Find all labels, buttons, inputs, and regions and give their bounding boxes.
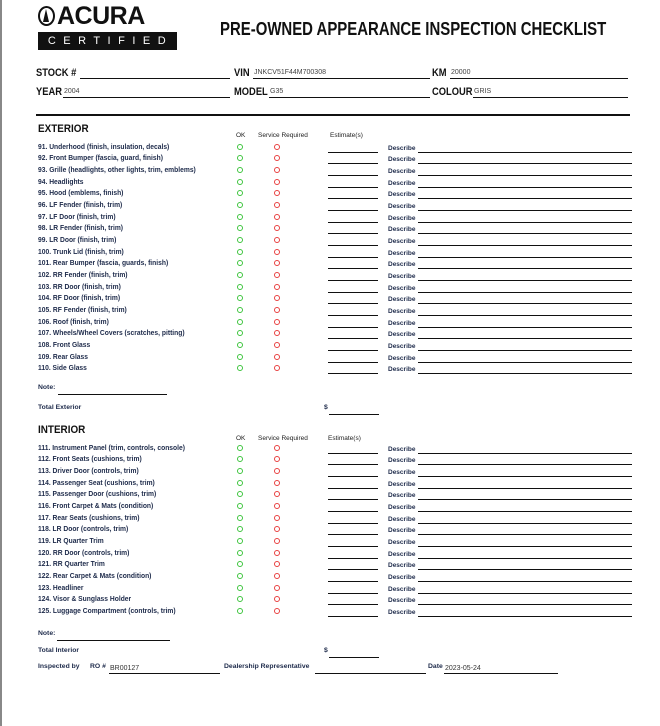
describe-label: Describe (388, 573, 416, 581)
exterior-heading: EXTERIOR (38, 123, 89, 135)
col-ok: OK (236, 132, 246, 139)
item-label: 103. RR Door (finish, trim) (38, 281, 121, 291)
service-required-radio[interactable] (274, 342, 280, 348)
date-value[interactable]: 2023-05-24 (445, 665, 481, 672)
estimate-field[interactable] (328, 163, 378, 164)
total-interior-label: Total Interior (38, 647, 80, 654)
describe-field[interactable] (418, 257, 632, 258)
estimate-field[interactable] (328, 546, 378, 547)
describe-field[interactable] (418, 558, 632, 559)
describe-field[interactable] (418, 499, 632, 500)
describe-field[interactable] (418, 222, 632, 223)
estimate-field[interactable] (328, 476, 378, 477)
describe-field[interactable] (418, 233, 632, 234)
service-required-radio[interactable] (274, 515, 280, 521)
ok-radio[interactable] (237, 573, 243, 579)
describe-field[interactable] (418, 616, 632, 617)
km-value[interactable]: 20000 (451, 69, 471, 76)
describe-field[interactable] (418, 245, 632, 246)
ok-radio[interactable] (237, 260, 243, 266)
year-value[interactable]: 2004 (64, 88, 80, 95)
describe-label: Describe (388, 261, 416, 269)
item-label: 99. LR Door (finish, trim) (38, 234, 117, 244)
total-interior-field[interactable] (329, 657, 379, 658)
service-required-radio[interactable] (274, 155, 280, 161)
describe-field[interactable] (418, 338, 632, 339)
estimate-field[interactable] (328, 373, 378, 374)
interior-currency: $ (324, 647, 328, 654)
estimate-field[interactable] (328, 534, 378, 535)
ok-radio[interactable] (237, 237, 243, 243)
model-value[interactable]: G35 (270, 88, 284, 95)
describe-label: Describe (388, 226, 416, 234)
service-required-radio[interactable] (274, 468, 280, 474)
estimate-field[interactable] (328, 292, 378, 293)
ro-underline (109, 673, 220, 674)
describe-label: Describe (388, 515, 416, 523)
service-required-radio[interactable] (274, 190, 280, 196)
total-exterior-field[interactable] (329, 414, 379, 415)
describe-label: Describe (388, 284, 416, 292)
estimate-field[interactable] (328, 233, 378, 234)
estimate-field[interactable] (328, 198, 378, 199)
estimate-field[interactable] (328, 257, 378, 258)
item-label: 123. Headliner (38, 582, 84, 592)
service-required-radio[interactable] (274, 260, 280, 266)
service-required-radio[interactable] (274, 237, 280, 243)
km-label: KM (432, 67, 447, 79)
service-required-radio[interactable] (274, 596, 280, 602)
describe-field[interactable] (418, 604, 632, 605)
service-required-radio[interactable] (274, 480, 280, 486)
item-label: 108. Front Glass (38, 340, 91, 350)
describe-label: Describe (388, 214, 416, 222)
estimate-field[interactable] (328, 362, 378, 363)
service-required-radio[interactable] (274, 249, 280, 255)
describe-field[interactable] (418, 362, 632, 363)
col-estimate: Estimate(s) (328, 435, 361, 442)
item-label: 110. Side Glass (38, 363, 87, 373)
service-required-radio[interactable] (274, 573, 280, 579)
service-required-radio[interactable] (274, 307, 280, 313)
ok-radio[interactable] (237, 515, 243, 521)
ok-radio[interactable] (237, 214, 243, 220)
service-required-radio[interactable] (274, 202, 280, 208)
interior-note-label: Note: (38, 630, 56, 637)
describe-label: Describe (388, 527, 416, 535)
describe-label: Describe (388, 202, 416, 210)
ok-radio[interactable] (237, 456, 243, 462)
ok-radio[interactable] (237, 330, 243, 336)
model-label: MODEL (234, 86, 268, 98)
ok-radio[interactable] (237, 284, 243, 290)
estimate-field[interactable] (328, 581, 378, 582)
estimate-field[interactable] (328, 604, 378, 605)
estimate-field[interactable] (328, 499, 378, 500)
service-required-radio[interactable] (274, 608, 280, 614)
estimate-field[interactable] (328, 187, 378, 188)
ok-radio[interactable] (237, 155, 243, 161)
describe-field[interactable] (418, 569, 632, 570)
item-label: 120. RR Door (controls, trim) (38, 547, 130, 557)
ok-radio[interactable] (237, 167, 243, 173)
item-label: 121. RR Quarter Trim (38, 559, 105, 569)
page-title: PRE-OWNED APPEARANCE INSPECTION CHECKLIST (220, 19, 607, 39)
service-required-radio[interactable] (274, 144, 280, 150)
certified-banner: CERTIFIED (38, 32, 177, 50)
ok-radio[interactable] (237, 179, 243, 185)
col-service: Service Required (258, 132, 308, 139)
interior-note-field[interactable] (57, 640, 170, 641)
col-estimate: Estimate(s) (330, 132, 363, 139)
ok-radio[interactable] (237, 550, 243, 556)
item-label: 106. Roof (finish, trim) (38, 316, 109, 326)
ok-radio[interactable] (237, 538, 243, 544)
service-required-radio[interactable] (274, 585, 280, 591)
exterior-note-label: Note: (38, 384, 56, 391)
ro-label: RO # (90, 663, 106, 670)
divider (36, 114, 630, 116)
item-label: 96. LF Fender (finish, trim) (38, 199, 123, 209)
ok-radio[interactable] (237, 354, 243, 360)
service-required-radio[interactable] (274, 214, 280, 220)
model-underline (269, 97, 430, 98)
ok-radio[interactable] (237, 561, 243, 567)
describe-field[interactable] (418, 198, 632, 199)
item-label: 91. Underhood (finish, insulation, decals) (38, 141, 170, 151)
estimate-field[interactable] (328, 315, 378, 316)
item-label: 94. Headlights (38, 176, 84, 186)
describe-field[interactable] (418, 464, 632, 465)
describe-field[interactable] (418, 593, 632, 594)
ok-radio[interactable] (237, 491, 243, 497)
ok-radio[interactable] (237, 445, 243, 451)
service-required-radio[interactable] (274, 179, 280, 185)
estimate-field[interactable] (328, 511, 378, 512)
service-required-radio[interactable] (274, 319, 280, 325)
colour-underline (473, 97, 628, 98)
ok-radio[interactable] (237, 249, 243, 255)
ok-radio[interactable] (237, 596, 243, 602)
service-required-radio[interactable] (274, 225, 280, 231)
item-label: 109. Rear Glass (38, 351, 89, 361)
ok-radio[interactable] (237, 144, 243, 150)
estimate-field[interactable] (328, 327, 378, 328)
item-label: 98. LR Fender (finish, trim) (38, 223, 124, 233)
describe-field[interactable] (418, 292, 632, 293)
ok-radio[interactable] (237, 480, 243, 486)
vin-underline (253, 78, 430, 79)
ok-radio[interactable] (237, 342, 243, 348)
item-label: 116. Front Carpet & Mats (condition) (38, 500, 154, 510)
item-label: 92. Front Bumper (fascia, guard, finish) (38, 153, 163, 163)
item-label: 101. Rear Bumper (fascia, guards, finish) (38, 258, 169, 268)
service-required-radio[interactable] (274, 526, 280, 532)
estimate-field[interactable] (328, 593, 378, 594)
service-required-radio[interactable] (274, 445, 280, 451)
estimate-field[interactable] (328, 453, 378, 454)
item-label: 125. Luggage Compartment (controls, trim) (38, 606, 176, 616)
item-label: 100. Trunk Lid (finish, trim) (38, 246, 124, 256)
describe-field[interactable] (418, 476, 632, 477)
estimate-field[interactable] (328, 569, 378, 570)
estimate-field[interactable] (328, 268, 378, 269)
exterior-note-field[interactable] (58, 394, 167, 395)
item-label: 111. Instrument Panel (trim, controls, console) (38, 442, 185, 452)
describe-label: Describe (388, 167, 416, 175)
ok-radio[interactable] (237, 526, 243, 532)
describe-field[interactable] (418, 303, 632, 304)
item-label: 93. Grille (headlights, other lights, trim, emblems) (38, 164, 196, 174)
estimate-field[interactable] (328, 280, 378, 281)
describe-label: Describe (388, 445, 416, 453)
ok-radio[interactable] (237, 225, 243, 231)
describe-label: Describe (388, 366, 416, 374)
col-service: Service Required (258, 435, 308, 442)
item-label: 97. LF Door (finish, trim) (38, 211, 116, 221)
dealership-rep-field[interactable] (315, 673, 426, 674)
stock-label: STOCK # (36, 67, 77, 79)
describe-label: Describe (388, 597, 416, 605)
describe-label: Describe (388, 308, 416, 316)
describe-field[interactable] (418, 546, 632, 547)
col-ok: OK (236, 435, 246, 442)
describe-label: Describe (388, 319, 416, 327)
estimate-field[interactable] (328, 488, 378, 489)
exterior-currency: $ (324, 404, 328, 411)
service-required-radio[interactable] (274, 538, 280, 544)
stock-field[interactable] (80, 78, 230, 79)
item-label: 95. Hood (emblems, finish) (38, 188, 124, 198)
estimate-field[interactable] (328, 245, 378, 246)
describe-field[interactable] (418, 373, 632, 374)
describe-field[interactable] (418, 280, 632, 281)
estimate-field[interactable] (328, 152, 378, 153)
item-label: 105. RF Fender (finish, trim) (38, 305, 127, 315)
estimate-field[interactable] (328, 175, 378, 176)
describe-label: Describe (388, 179, 416, 187)
service-required-radio[interactable] (274, 491, 280, 497)
ok-radio[interactable] (237, 585, 243, 591)
describe-label: Describe (388, 562, 416, 570)
service-required-radio[interactable] (274, 503, 280, 509)
service-required-radio[interactable] (274, 354, 280, 360)
describe-field[interactable] (418, 581, 632, 582)
describe-label: Describe (388, 144, 416, 152)
describe-field[interactable] (418, 163, 632, 164)
ok-radio[interactable] (237, 503, 243, 509)
acura-logo: ACURA (38, 2, 145, 31)
estimate-field[interactable] (328, 464, 378, 465)
item-label: 117. Rear Seats (cushions, trim) (38, 512, 140, 522)
vin-value[interactable]: JNKCV51F44M700308 (254, 69, 326, 76)
ro-value[interactable]: BR00127 (110, 665, 140, 672)
date-label: Date (428, 663, 443, 670)
item-label: 113. Driver Door (controls, trim) (38, 465, 139, 475)
acura-emblem-icon (38, 6, 55, 26)
service-required-radio[interactable] (274, 456, 280, 462)
describe-field[interactable] (418, 175, 632, 176)
describe-label: Describe (388, 503, 416, 511)
describe-field[interactable] (418, 187, 632, 188)
describe-field[interactable] (418, 350, 632, 351)
service-required-radio[interactable] (274, 550, 280, 556)
service-required-radio[interactable] (274, 167, 280, 173)
estimate-field[interactable] (328, 338, 378, 339)
estimate-field[interactable] (328, 210, 378, 211)
item-label: 122. Rear Carpet & Mats (condition) (38, 570, 152, 580)
describe-label: Describe (388, 237, 416, 245)
ok-radio[interactable] (237, 307, 243, 313)
estimate-field[interactable] (328, 303, 378, 304)
describe-field[interactable] (418, 268, 632, 269)
item-label: 119. LR Quarter Trim (38, 535, 104, 545)
describe-label: Describe (388, 156, 416, 164)
dealership-rep-label: Dealership Representative (224, 663, 310, 670)
interior-heading: INTERIOR (38, 424, 86, 436)
describe-label: Describe (388, 457, 416, 465)
estimate-field[interactable] (328, 523, 378, 524)
service-required-radio[interactable] (274, 295, 280, 301)
describe-field[interactable] (418, 327, 632, 328)
ok-radio[interactable] (237, 608, 243, 614)
describe-label: Describe (388, 296, 416, 304)
service-required-radio[interactable] (274, 365, 280, 371)
estimate-field[interactable] (328, 558, 378, 559)
describe-label: Describe (388, 538, 416, 546)
item-label: 115. Passenger Door (cushions, trim) (38, 489, 157, 499)
estimate-field[interactable] (328, 350, 378, 351)
describe-field[interactable] (418, 453, 632, 454)
year-label: YEAR (36, 86, 62, 98)
ok-radio[interactable] (237, 202, 243, 208)
describe-label: Describe (388, 550, 416, 558)
ok-radio[interactable] (237, 468, 243, 474)
ok-radio[interactable] (237, 272, 243, 278)
item-label: 124. Visor & Sunglass Holder (38, 594, 132, 604)
describe-field[interactable] (418, 315, 632, 316)
colour-value[interactable]: GRIS (474, 88, 492, 95)
service-required-radio[interactable] (274, 561, 280, 567)
item-label: 107. Wheels/Wheel Covers (scratches, pitting) (38, 328, 185, 338)
item-label: 104. RF Door (finish, trim) (38, 293, 121, 303)
colour-label: COLOUR (432, 86, 473, 98)
item-label: 118. LR Door (controls, trim) (38, 524, 129, 534)
service-required-radio[interactable] (274, 284, 280, 290)
km-underline (450, 78, 628, 79)
ok-radio[interactable] (237, 319, 243, 325)
describe-label: Describe (388, 191, 416, 199)
estimate-field[interactable] (328, 616, 378, 617)
describe-label: Describe (388, 331, 416, 339)
service-required-radio[interactable] (274, 330, 280, 336)
inspected-by-label: Inspected by (38, 663, 80, 670)
describe-label: Describe (388, 585, 416, 593)
describe-label: Describe (388, 480, 416, 488)
total-exterior-label: Total Exterior (38, 404, 82, 411)
date-underline (444, 673, 558, 674)
ok-radio[interactable] (237, 295, 243, 301)
describe-label: Describe (388, 492, 416, 500)
service-required-radio[interactable] (274, 272, 280, 278)
item-label: 112. Front Seats (cushions, trim) (38, 454, 142, 464)
estimate-field[interactable] (328, 222, 378, 223)
describe-label: Describe (388, 249, 416, 257)
describe-label: Describe (388, 354, 416, 362)
describe-label: Describe (388, 343, 416, 351)
describe-field[interactable] (418, 210, 632, 211)
describe-field[interactable] (418, 534, 632, 535)
vin-label: VIN (234, 67, 250, 79)
item-label: 102. RR Fender (finish, trim) (38, 269, 128, 279)
describe-field[interactable] (418, 488, 632, 489)
describe-label: Describe (388, 272, 416, 280)
describe-label: Describe (388, 468, 416, 476)
year-underline (63, 97, 230, 98)
ok-radio[interactable] (237, 365, 243, 371)
describe-field[interactable] (418, 152, 632, 153)
item-label: 114. Passenger Seat (cushions, trim) (38, 477, 155, 487)
ok-radio[interactable] (237, 190, 243, 196)
describe-field[interactable] (418, 523, 632, 524)
describe-label: Describe (388, 609, 416, 617)
describe-field[interactable] (418, 511, 632, 512)
